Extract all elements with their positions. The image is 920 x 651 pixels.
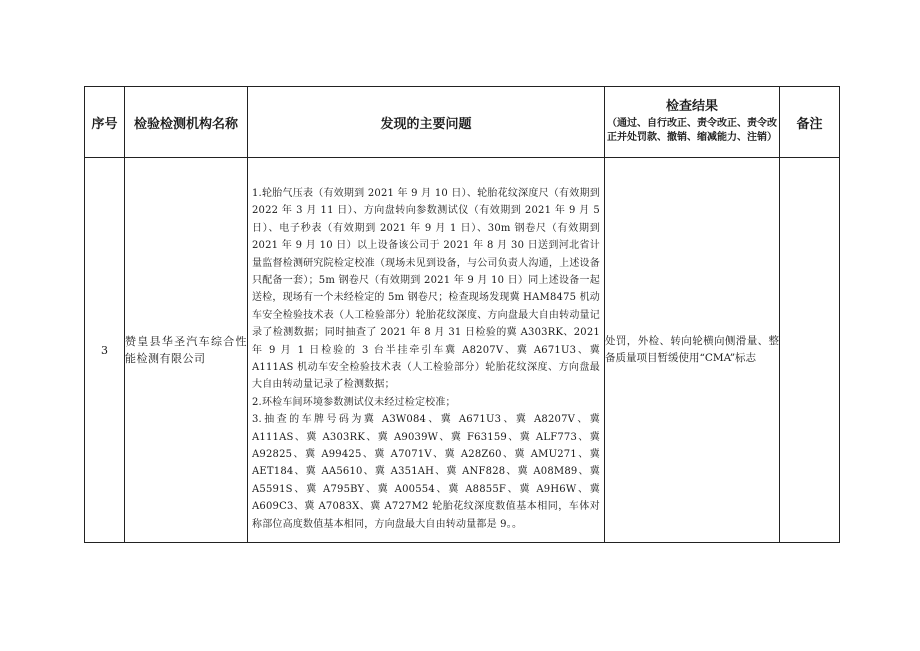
header-issues: 发现的主要问题 bbox=[248, 87, 605, 158]
header-result bbox=[605, 87, 780, 158]
issue-item-2: 2.环检车间环境参数测试仪未经过检定校准； bbox=[252, 396, 456, 408]
row-note bbox=[780, 158, 840, 543]
row-seq: 3 bbox=[85, 158, 125, 543]
row-result: 处罚，外检、转向轮横向侧滑量、整备质量项目暂缓使用“CMA”标志 bbox=[605, 158, 780, 543]
row-org-name: 赞皇县华圣汽车综合性能检测有限公司 bbox=[125, 158, 248, 543]
header-seq: 序号 bbox=[85, 87, 125, 158]
table-row bbox=[85, 158, 840, 543]
header-note: 备注 bbox=[780, 87, 840, 158]
header-org: 检验检测机构名称 bbox=[125, 87, 248, 158]
issue-item-1: 1.轮胎气压表（有效期到 2021 年 9 月 10 日）、轮胎花纹深度尺（有效期到 2022 年 3 月 11 日）、方向盘转向参数测试仪（有效期到 2021 年 9 月 5 日）、电子秒表（有效期到 2021 年 9 月 1 日）、30m 钢卷尺（有效期到 2021 年 9 月 10 日）以上设备该公司于 2021 年 8 月 30 日送到河北省计量监督检测研究院检定校准（现场未见到设备，与公司负责人沟通，上述设备只配备一套）；5m 钢卷尺（有效期到 2021 年 9 月 10 日）同上述设备一起送检，现场有一个未经检定的 5m 钢卷尺；检查现场发现冀 HAM8475 机动车安全检验技术表（人工检验部分）轮胎花纹深度、方向盘最大自由转动量记录了检测数据；同时抽查了 2021 年 8 月 31 日检验的冀 A303RK、2021 年 9 月 1 日检验的 3 台半挂牵引车冀 A8207V、冀 A671U3、冀 A111AS 机动车安全检验技术表（人工检验部分）轮胎花纹深度、方向盘最大自由转动量记录了检测数据； bbox=[252, 187, 600, 391]
header-result-subtitle: （通过、自行改正、责令改正、责令改正并处罚款、撤销、缩减能力、注销） bbox=[607, 118, 777, 143]
row-issues bbox=[248, 158, 605, 543]
table-header-row bbox=[85, 87, 840, 158]
inspection-results-table bbox=[84, 86, 840, 543]
issue-item-3: 3.抽查的车牌号码为冀 A3W084、冀 A671U3、冀 A8207V、冀 A111AS、冀 A303RK、冀 A9039W、冀 F63159、冀 ALF773、冀 A92825、冀 A99425、冀 A7071V、冀 A28Z60、冀 AMU271、冀 AET184、冀 AA5610、冀 A351AH、冀 ANF828、冀 A08M89、冀 A5591S、冀 A795BY、冀 A00554、冀 A8855F、冀 A9H6W、冀 A609C3、冀 A7083X、冀 A727M2 轮胎花纹深度数值基本相同，车体对称部位高度数值基本相同，方向盘最大自由转动量都是 9。。 bbox=[252, 414, 600, 530]
header-result-title: 检查结果 bbox=[665, 99, 718, 114]
